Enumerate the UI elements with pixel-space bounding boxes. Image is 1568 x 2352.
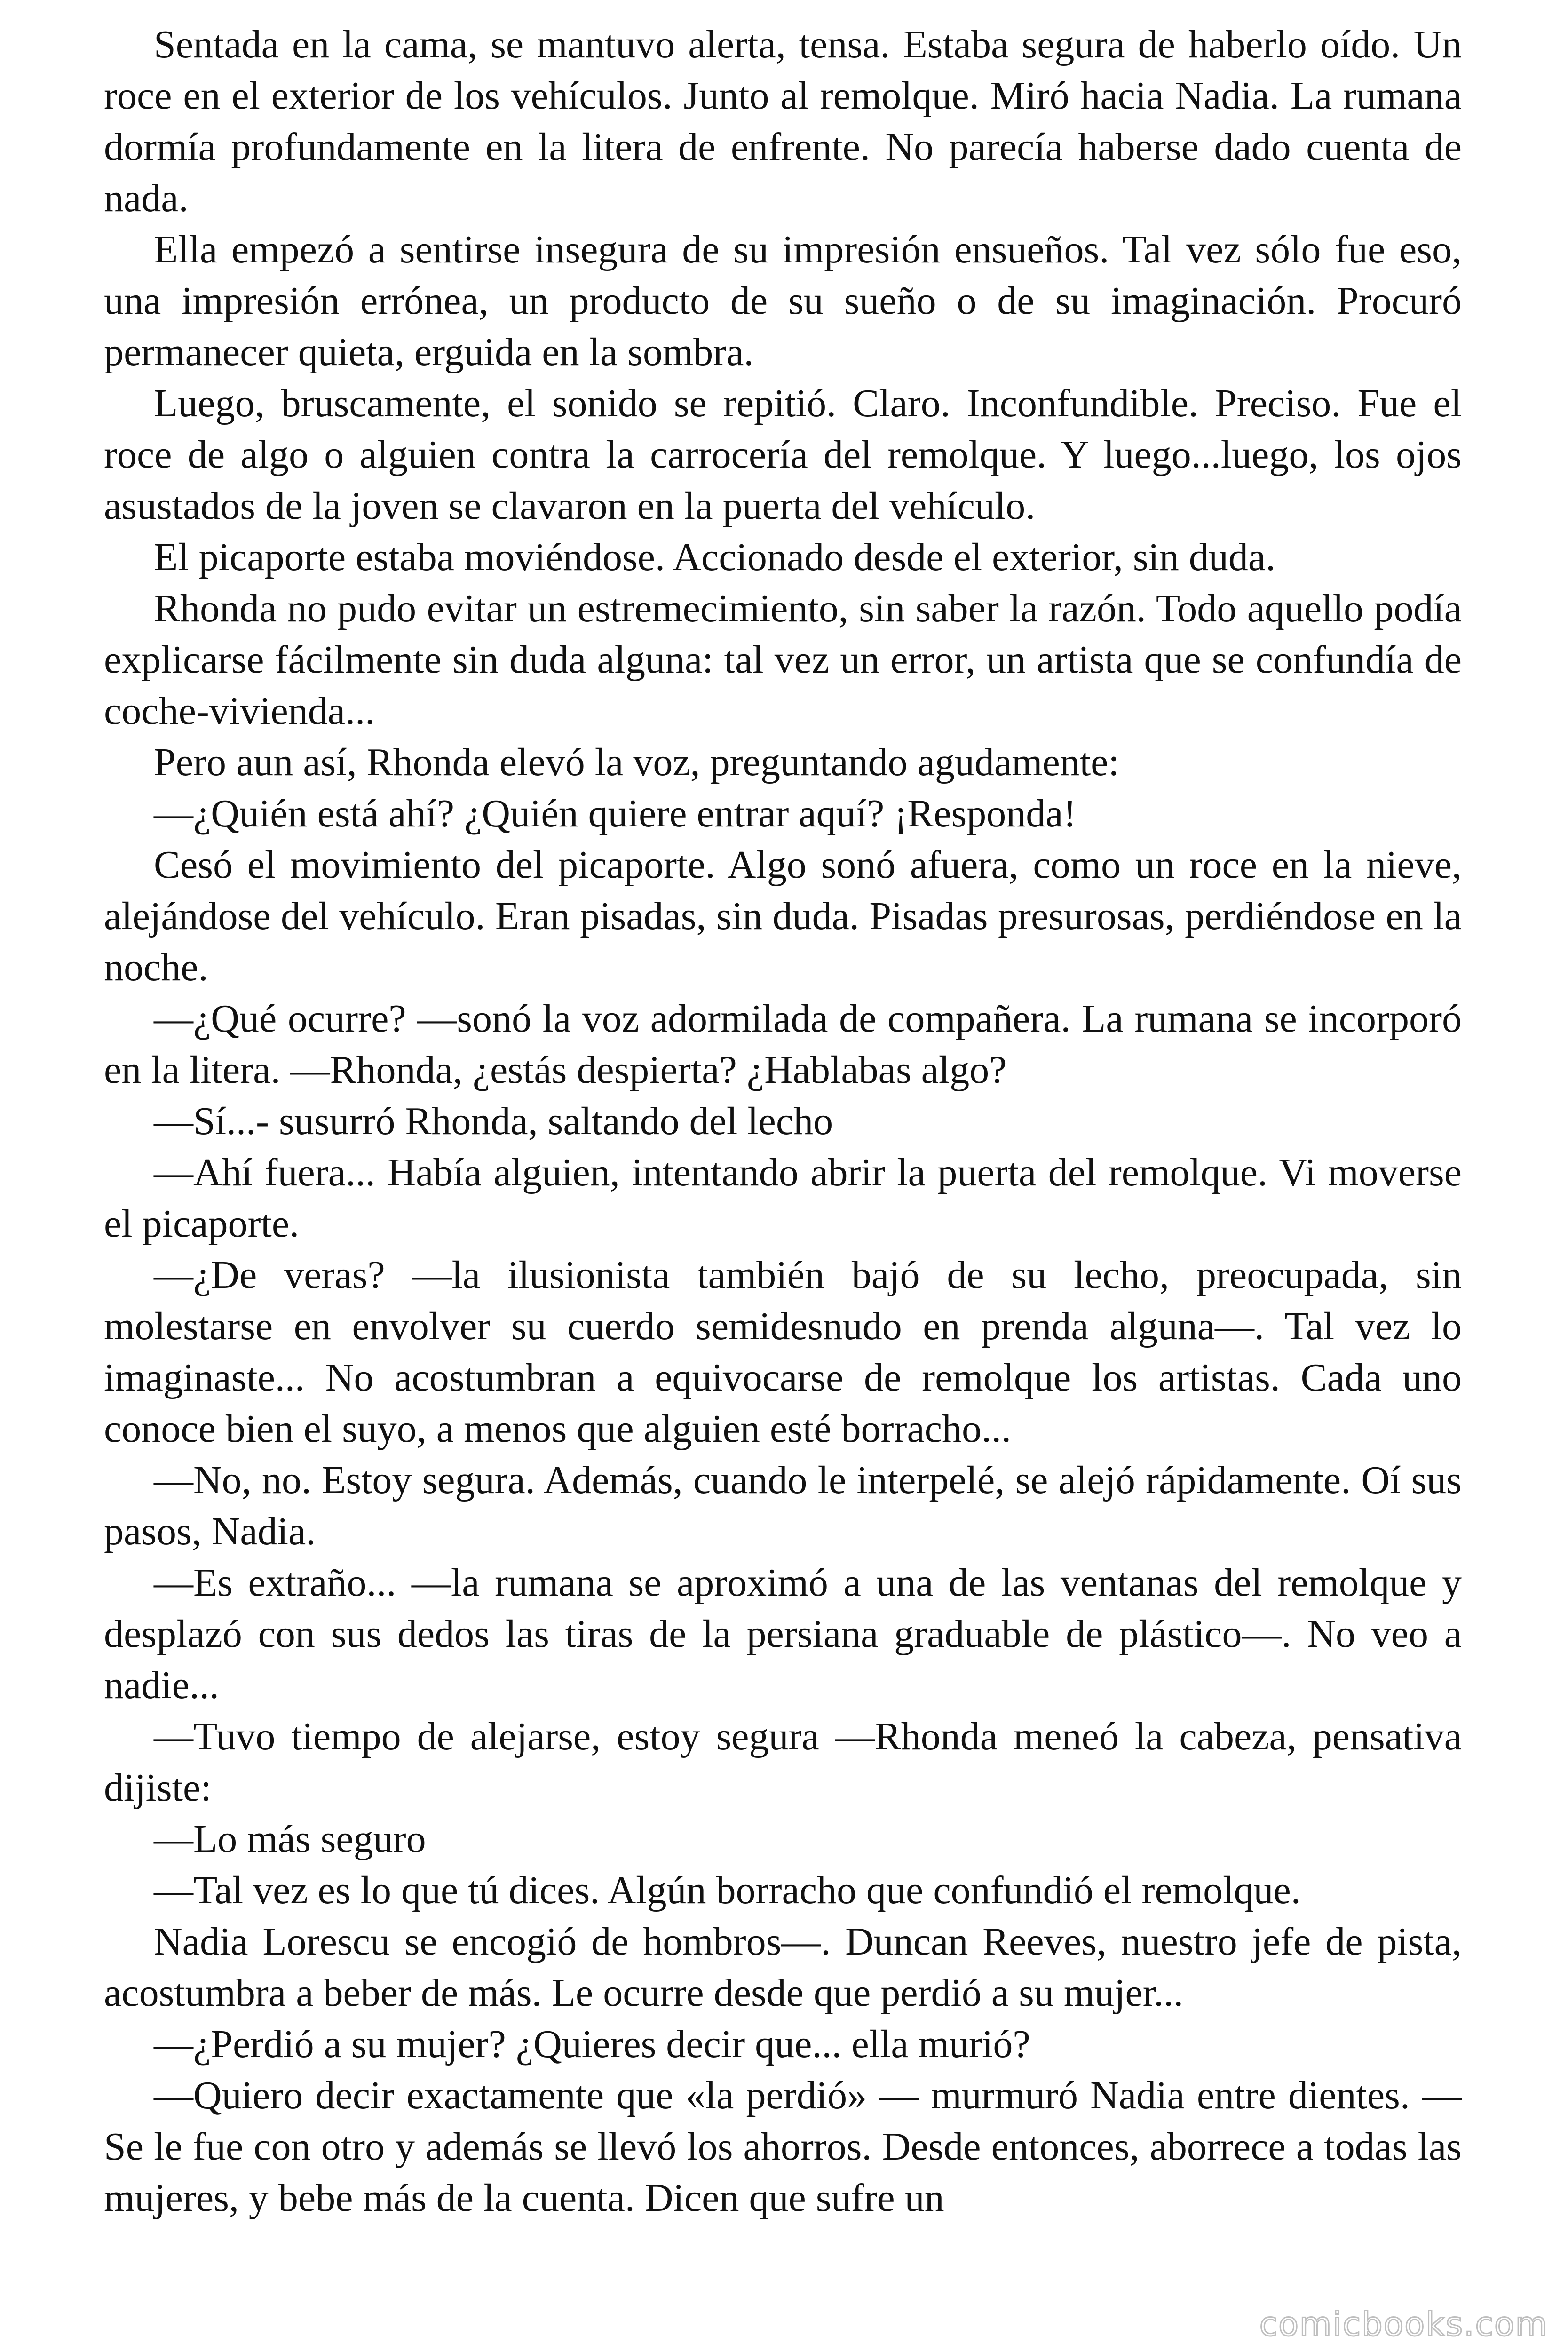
paragraph: —Sí...- susurró Rhonda, saltando del lecho — [154, 1099, 833, 1143]
watermark: comicbooks.com — [1259, 2305, 1548, 2344]
paragraph: Nadia Lorescu se encogió de hombros—. Duncan Reeves, nuestro jefe de pista, acostumbra a beber de más. Le ocurre desde que perdió a su mujer... — [104, 1920, 1462, 2015]
paragraph: —Lo más seguro — [154, 1817, 426, 1861]
paragraph: —Tal vez es lo que tú dices. Algún borracho que confundió el remolque. — [154, 1868, 1301, 1912]
paragraph: Pero aun así, Rhonda elevó la voz, preguntando agudamente: — [154, 740, 1119, 784]
paragraph: —Es extraño... —la rumana se aproximó a una de las ventanas del remolque y desplazó con sus dedos las tiras de la persiana graduable de plástico—. No veo a nadie... — [104, 1561, 1462, 1707]
paragraph: —¿Qué ocurre? —sonó la voz adormilada de compañera. La rumana se incorporó en la litera. —Rhonda, ¿estás despierta? ¿Hablabas algo? — [104, 997, 1462, 1092]
paragraph: —Quiero decir exactamente que «la perdió» — murmuró Nadia entre dientes. —Se le fue con otro y además se llevó los ahorros. Desde entonces, aborrece a todas las mujeres, y bebe más de la cuenta. Dicen que sufre un — [104, 2074, 1462, 2220]
paragraph: —Ahí fuera... Había alguien, intentando abrir la puerta del remolque. Vi moverse el picaporte. — [104, 1151, 1462, 1246]
paragraph: —No, no. Estoy segura. Además, cuando le interpelé, se alejó rápidamente. Oí sus pasos, Nadia. — [104, 1458, 1462, 1553]
paragraph: Rhonda no pudo evitar un estremecimiento, sin saber la razón. Todo aquello podía explicarse fácilmente sin duda alguna: tal vez un error, un artista que se confundía de coche-vivienda... — [104, 587, 1462, 733]
paragraph: —¿Quién está ahí? ¿Quién quiere entrar aquí? ¡Responda! — [154, 792, 1077, 835]
paragraph: Ella empezó a sentirse insegura de su impresión ensueños. Tal vez sólo fue eso, una impresión errónea, un producto de su sueño o de su imaginación. Procuró permanecer quieta, erguida en la sombra. — [104, 228, 1462, 374]
paragraph: Cesó el movimiento del picaporte. Algo sonó afuera, como un roce en la nieve, alejándose del vehículo. Eran pisadas, sin duda. Pisadas presurosas, perdiéndose en la noche. — [104, 843, 1462, 989]
paragraph: —¿De veras? —la ilusionista también bajó de su lecho, preocupada, sin molestarse en envolver su cuerdo semidesnudo en prenda alguna—. Tal vez lo imaginaste... No acostumbran a equivocarse de remolque los artistas. Cada uno conoce bien el suyo, a menos que alguien esté borracho... — [104, 1253, 1462, 1451]
paragraph: —Tuvo tiempo de alejarse, estoy segura —Rhonda meneó la cabeza, pensativa dijiste: — [104, 1715, 1462, 1810]
paragraph: —¿Perdió a su mujer? ¿Quieres decir que... ella murió? — [154, 2022, 1030, 2066]
paragraph: Luego, bruscamente, el sonido se repitió. Claro. Inconfundible. Preciso. Fue el roce de algo o alguien contra la carrocería del remolque. Y luego...luego, los ojos asustados de la joven se clavaron en la puerta del vehículo. — [104, 381, 1462, 528]
body-text — [104, 19, 1462, 2224]
paragraph: Sentada en la cama, se mantuvo alerta, tensa. Estaba segura de haberlo oído. Un roce en el exterior de los vehículos. Junto al remolque. Miró hacia Nadia. La rumana dormía profundamente en la litera de enfrente. No parecía haberse dado cuenta de nada. — [104, 23, 1462, 220]
paragraph: El picaporte estaba moviéndose. Accionado desde el exterior, sin duda. — [154, 535, 1276, 579]
